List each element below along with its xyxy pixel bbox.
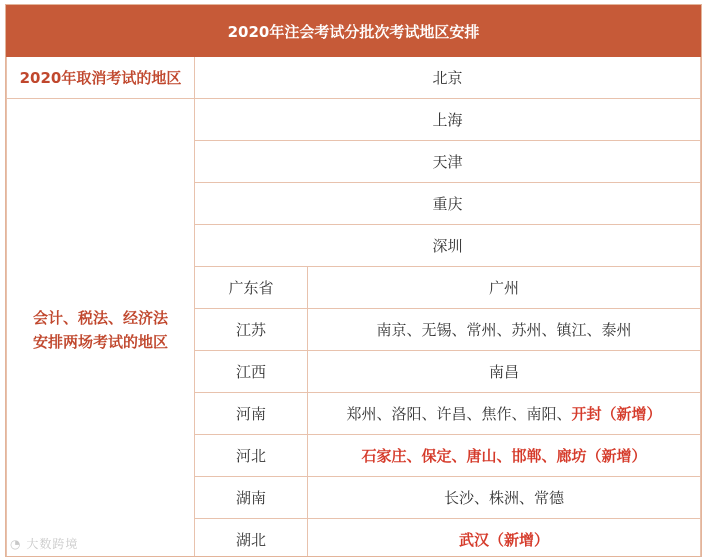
province-cities-new: 石家庄、保定、唐山、邯郸、廊坊（新增）	[361, 447, 647, 465]
province-name: 河北	[195, 435, 308, 477]
watermark-icon: ◔	[10, 537, 22, 551]
cancel-label: 2020年取消考试的地区	[7, 57, 195, 99]
two-sessions-label-line2: 安排两场考试的地区	[32, 332, 168, 351]
exam-arrangement-table-container	[5, 4, 702, 557]
province-cities-normal: 南昌	[488, 363, 519, 381]
province-cities-normal: 广州	[488, 279, 519, 297]
province-cities-normal: 郑州、洛阳、许昌、焦作、南阳、	[346, 405, 572, 423]
province-cities-normal: 长沙、株洲、常德	[443, 489, 564, 507]
province-cities	[308, 351, 701, 393]
exam-arrangement-table	[6, 5, 701, 557]
province-name: 广东省	[195, 267, 308, 309]
province-cities	[308, 393, 701, 435]
table-header-row	[7, 6, 701, 57]
province-name: 江西	[195, 351, 308, 393]
table-title: 2020年注会考试分批次考试地区安排	[7, 6, 701, 57]
city-cell: 天津	[195, 141, 701, 183]
province-name: 江苏	[195, 309, 308, 351]
province-cities-new: 武汉（新增）	[458, 531, 549, 549]
watermark-text: 大数跨境	[26, 537, 79, 551]
province-cities	[308, 267, 701, 309]
cancel-region: 北京	[195, 57, 701, 99]
province-cities	[308, 309, 701, 351]
city-cell: 深圳	[195, 225, 701, 267]
province-cities	[308, 477, 701, 519]
province-name: 湖南	[195, 477, 308, 519]
two-sessions-label-line1: 会计、税法、经济法	[32, 308, 168, 327]
province-cities	[308, 519, 701, 557]
province-name: 河南	[195, 393, 308, 435]
province-cities-normal: 南京、无锡、常州、苏州、镇江、泰州	[376, 321, 632, 339]
city-cell: 重庆	[195, 183, 701, 225]
city-row	[7, 99, 701, 141]
watermark-logo	[10, 535, 78, 552]
province-name: 湖北	[195, 519, 308, 557]
city-cell: 上海	[195, 99, 701, 141]
province-cities	[308, 435, 701, 477]
cancel-row	[7, 57, 701, 99]
province-cities-new: 开封（新增）	[571, 405, 662, 423]
two-sessions-label	[7, 99, 195, 557]
